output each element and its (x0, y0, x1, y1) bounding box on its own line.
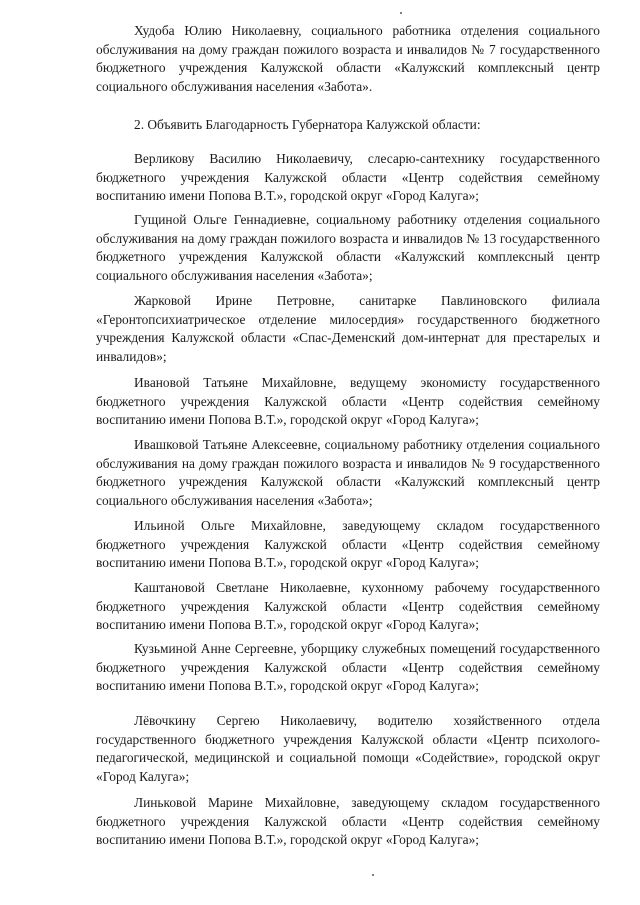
award-entry-7: Каштановой Светлане Николаевне, кухонному рабочему государственного бюджетного учреждения Калужской области «Центр содействия семейному воспитанию имени Попова В.Т.», городской округ «Город Калуга»; (96, 580, 600, 632)
scan-speck (372, 874, 374, 876)
scan-speck (400, 12, 402, 14)
award-entry-8: Кузьминой Анне Сергеевне, уборщику служебных помещений государственного бюджетного учреждения Калужской области «Центр содействия семейному воспитанию имени Попова В.Т.», городской округ «Город Калуга»; (96, 641, 600, 693)
section-heading: 2. Объявить Благодарность Губернатора Калужской области: (134, 117, 481, 132)
award-entry-3: Жарковой Ирине Петровне, санитарке Павлиновского филиала «Геронтопсихиатрическое отделение милосердия» государственного бюджетного учреждения Калужской области «Спас-Деменский дом-интернат для престарелых и инвалидов»; (96, 293, 600, 364)
award-entry-4: Ивановой Татьяне Михайловне, ведущему экономисту государственного бюджетного учреждения Калужской области «Центр содействия семейному воспитанию имени Попова В.Т.», городской округ «Город Калуга»; (96, 375, 600, 427)
award-entry-10: Линьковой Марине Михайловне, заведующему складом государственного бюджетного учреждения Калужской области «Центр содействия семейному воспитанию имени Попова В.Т.», городской округ «Город Калуга»; (96, 795, 600, 847)
award-entry-1: Верликову Василию Николаевичу, слесарю-сантехнику государственного бюджетного учреждения Калужской области «Центр содействия семейному воспитанию имени Попова В.Т.», городской округ «Город Калуга»; (96, 151, 600, 203)
award-entry-6: Ильиной Ольге Михайловне, заведующему складом государственного бюджетного учреждения Калужской области «Центр содействия семейному воспитанию имени Попова В.Т.», городской округ «Город Калуга»; (96, 518, 600, 570)
award-entry-2: Гущиной Ольге Геннадиевне, социальному работнику отделения социального обслуживания на дому граждан пожилого возраста и инвалидов № 13 государственного бюджетного учреждения Калужской области «Калужский комплексный центр социального обслуживания населения «Забота»; (96, 212, 600, 283)
intro-paragraph: Худоба Юлию Николаевну, социального работника отделения социального обслуживания на дому граждан пожилого возраста и инвалидов № 7 государственного бюджетного учреждения Калужской области «Калужский комплексный центр социального обслуживания населения «Забота». (96, 23, 600, 94)
award-entry-9: Лёвочкину Сергею Николаевичу, водителю хозяйственного отдела государственного бюджетного учреждения Калужской области «Центр психолого-педагогической, медицинской и социальной помощи «Содействие», городской округ «Город Калуга»; (96, 713, 600, 784)
award-entry-5: Ивашковой Татьяне Алексеевне, социальному работнику отделения социального обслуживания на дому граждан пожилого возраста и инвалидов № 9 государственного бюджетного учреждения Калужской области «Калужский комплексный центр социального обслуживания населения «Забота»; (96, 437, 600, 508)
